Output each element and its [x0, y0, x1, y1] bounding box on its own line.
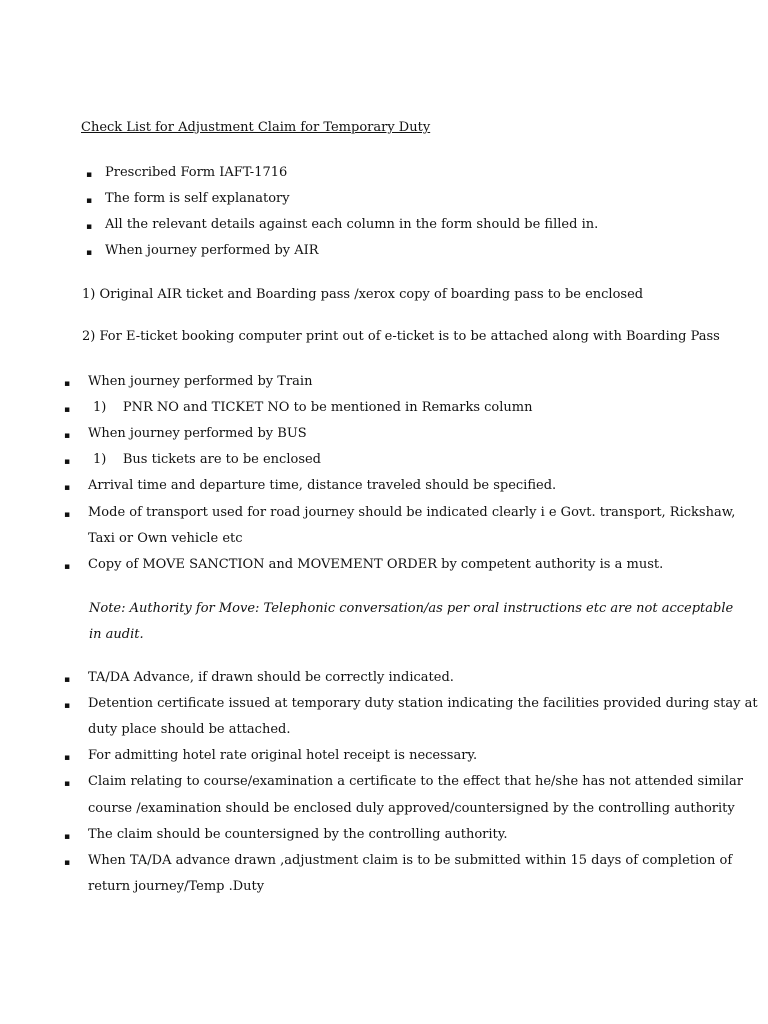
list-item-detention-certificate: Detention certificate issued at temporary duty station indicating the facilities provided during stay at	[88, 696, 758, 711]
list-item-detention-certificate-cont: duty place should be attached.	[88, 722, 291, 737]
list-item-countersigned: The claim should be countersigned by the controlling authority.	[88, 827, 508, 842]
list-item-relevant-details: All the relevant details against each column in the form should be filled in.	[105, 217, 599, 232]
list-item-self-explanatory: The form is self explanatory	[105, 191, 290, 206]
bullet-marker: ▪	[64, 779, 71, 789]
bullet-marker: ▪	[86, 222, 93, 232]
list-item-tada-advance: TA/DA Advance, if drawn should be correctly indicated.	[88, 670, 454, 685]
bullet-marker: ▪	[64, 379, 71, 389]
list-item-bus-journey: When journey performed by BUS	[88, 426, 307, 441]
list-item-hotel-receipt: For admitting hotel rate original hotel receipt is necessary.	[88, 748, 478, 763]
bullet-marker: ▪	[86, 196, 93, 206]
bullet-marker: ▪	[86, 170, 93, 180]
bullet-marker: ▪	[64, 562, 71, 572]
list-item-prescribed-form: Prescribed Form IAFT-1716	[105, 165, 288, 180]
list-item-advance-drawn: When TA/DA advance drawn ,adjustment claim is to be submitted within 15 days of completion of	[88, 853, 733, 868]
bullet-marker: ▪	[64, 457, 71, 467]
bullet-marker: ▪	[64, 675, 71, 685]
bullet-marker: ▪	[64, 701, 71, 711]
bullet-marker: ▪	[64, 858, 71, 868]
list-item-advance-drawn-cont: return journey/Temp .Duty	[88, 879, 265, 894]
bullet-marker: ▪	[86, 248, 93, 258]
numbered-item-e-ticket: 2) For E-ticket booking computer print out of e-ticket is to be attached along with Boarding Pass	[82, 329, 720, 344]
bullet-marker: ▪	[64, 483, 71, 493]
bullet-marker: ▪	[64, 405, 71, 415]
list-item-course-examination-cont: course /examination should be enclosed duly approved/countersigned by the controlling authority	[88, 801, 735, 816]
list-item-pnr-ticket: 1) PNR NO and TICKET NO to be mentioned in Remarks column	[93, 400, 533, 415]
list-item-arrival-departure: Arrival time and departure time, distance traveled should be specified.	[88, 478, 557, 493]
list-item-train-journey: When journey performed by Train	[88, 374, 313, 389]
list-item-mode-of-transport: Mode of transport used for road journey should be indicated clearly i e Govt. transport, Rickshaw,	[88, 505, 736, 520]
bullet-marker: ▪	[64, 832, 71, 842]
note-text-cont: in audit.	[89, 627, 144, 642]
list-item-bus-tickets: 1) Bus tickets are to be enclosed	[93, 452, 322, 467]
bullet-marker: ▪	[64, 510, 71, 520]
document-title: Check List for Adjustment Claim for Temporary Duty	[81, 120, 431, 135]
list-item-move-sanction: Copy of MOVE SANCTION and MOVEMENT ORDER by competent authority is a must.	[88, 557, 664, 572]
list-item-mode-of-transport-cont: Taxi or Own vehicle etc	[88, 531, 243, 546]
numbered-item-air-ticket: 1) Original AIR ticket and Boarding pass /xerox copy of boarding pass to be enclosed	[82, 287, 644, 302]
note-text: Note: Authority for Move: Telephonic conversation/as per oral instructions etc are not acceptable	[89, 601, 734, 616]
bullet-marker: ▪	[64, 753, 71, 763]
bullet-marker: ▪	[64, 431, 71, 441]
list-item-air-journey: When journey performed by AIR	[105, 243, 319, 258]
list-item-course-examination: Claim relating to course/examination a certificate to the effect that he/she has not attended similar	[88, 774, 743, 789]
